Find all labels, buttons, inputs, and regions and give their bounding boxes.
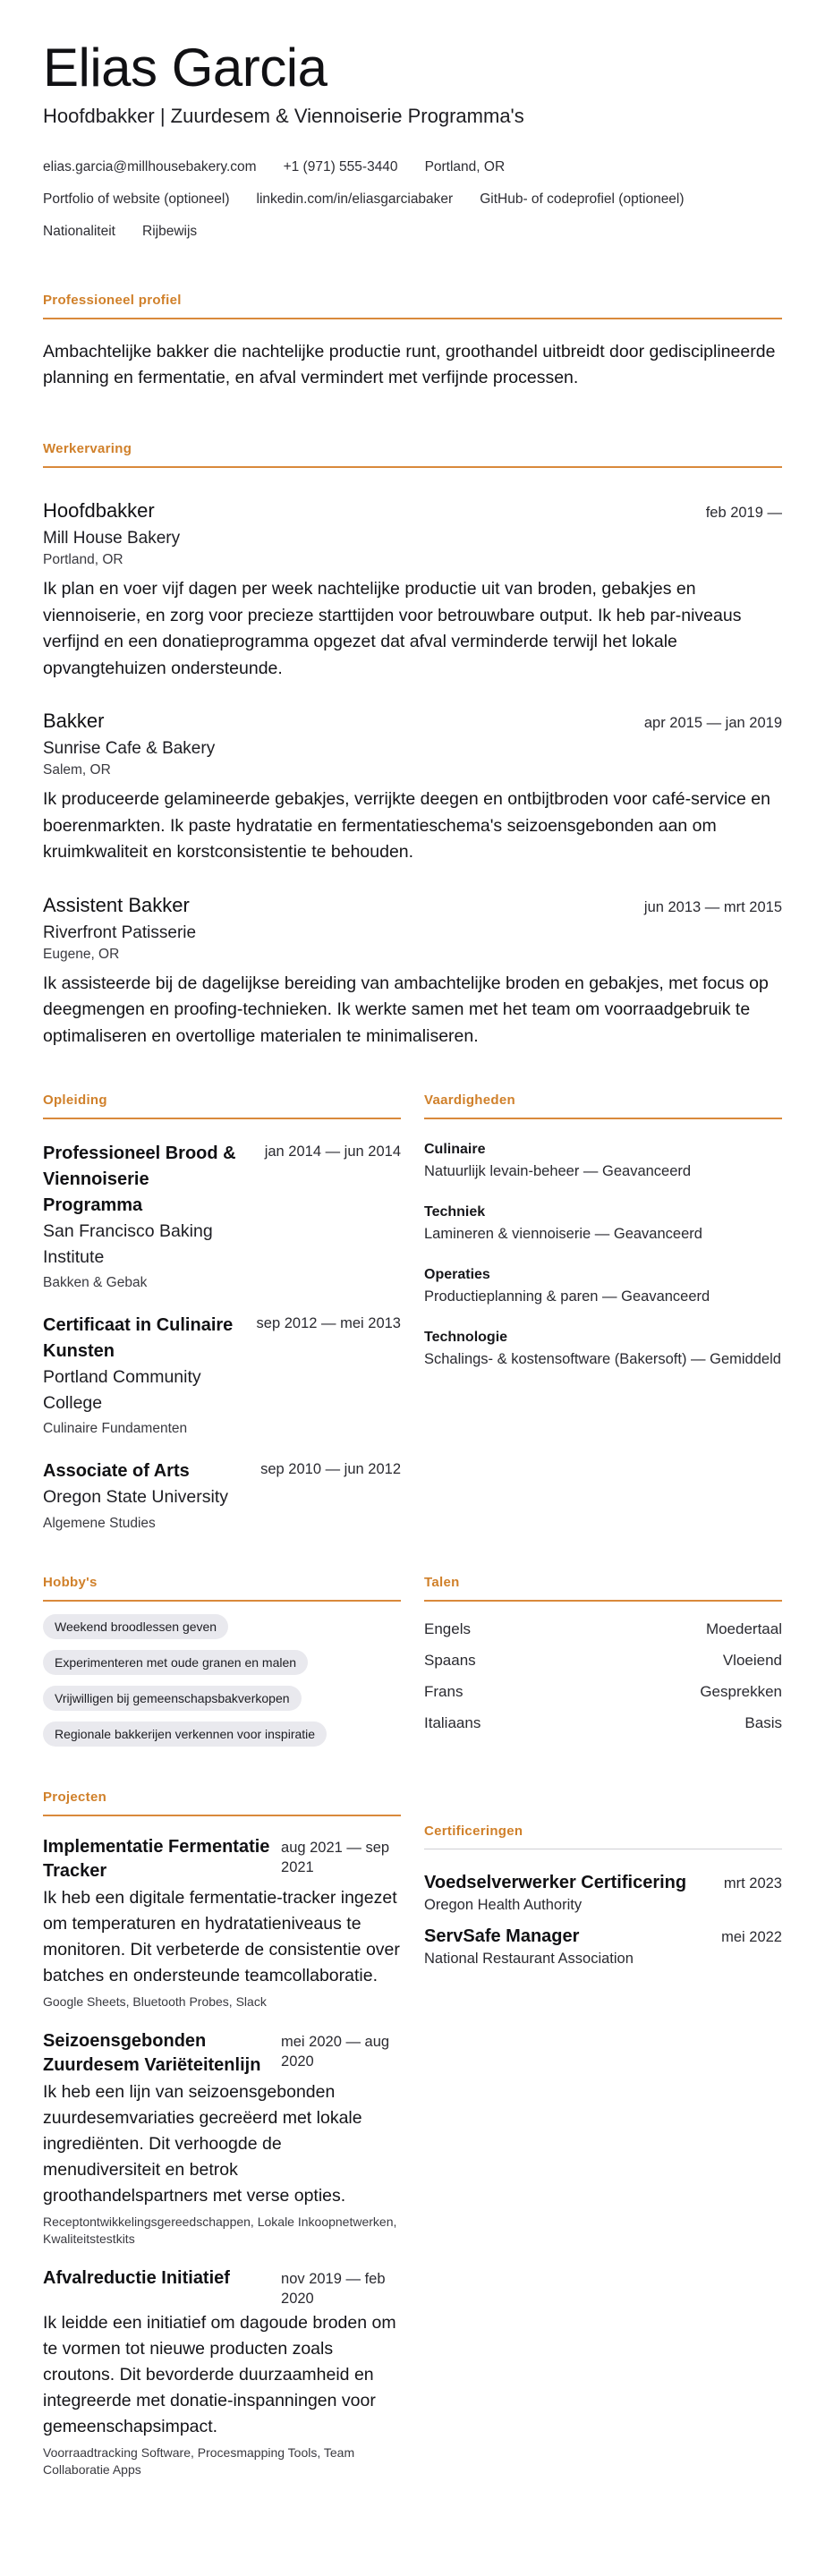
hobbies-section (43, 1575, 401, 1757)
job-location: Salem, OR (43, 762, 111, 778)
linkedin-link[interactable]: linkedin.com/in/eliasgarciabaker (256, 191, 454, 207)
study-field: Algemene Studies (43, 1515, 156, 1531)
hobbies-heading: Hobby's (43, 1575, 401, 1602)
candidate-title: Hoofdbakker | Zuurdesem & Viennoiserie Programma's (43, 105, 524, 127)
project-tech: Google Sheets, Bluetooth Probes, Slack (43, 1994, 267, 2009)
language-row (424, 1714, 782, 1732)
project-title: Afvalreductie Initiatief (43, 2267, 230, 2288)
certification-entry (424, 1925, 782, 1968)
language-name: Spaans (424, 1651, 476, 1669)
nationality-text: Nationaliteit (43, 224, 115, 239)
hobby-chips (43, 1614, 401, 1757)
language-level: Vloeiend (722, 1651, 782, 1669)
language-level: Moedertaal (705, 1620, 782, 1637)
education-section (43, 1092, 401, 1532)
languages-heading: Talen (424, 1575, 782, 1602)
job-entry (43, 709, 782, 866)
project-date: nov 2019 — feb 2020 (281, 2270, 386, 2307)
links-row (43, 191, 782, 208)
skill-detail: Lamineren & viennoiserie — Geavanceerd (424, 1226, 702, 1242)
job-entry (43, 893, 782, 1050)
skill-item (424, 1266, 782, 1307)
github-link[interactable]: GitHub- of codeprofiel (optioneel) (480, 191, 685, 207)
job-description: Ik assisteerde bij de dagelijkse bereiding van ambachtelijke broden en gebakjes, met focus op deegmengen en proofing-technieken. Ik werkte samen met het team om voorraadgebruik te optimaliseren en overtollige materialen te minimaliseren. (43, 973, 769, 1046)
study-field: Bakken & Gebak (43, 1275, 148, 1290)
job-entry (43, 498, 782, 682)
project-entry (43, 2029, 401, 2248)
profile-text: Ambachtelijke bakker die nachtelijke productie runt, groothandel uitbreidt door gedisciplineerde planning en fermentatie, en afval vermindert met verfijnde processen. (43, 342, 776, 387)
job-description: Ik plan en voer vijf dagen per week nachtelijke productie uit van broden, gebakjes en viennoiserie, en zorg voor precieze starttijden voor betrouwbare output. Ik heb par-niveaus verfijnd en een donatieprogramma opgezet dat afval verminderde terwijl het lokale opvangtehuizen ondersteunde. (43, 579, 742, 678)
project-description: Ik heb een digitale fermentatie-tracker ingezet om temperaturen en hydratatieniveaus te monitoren. Dit verbeterde de consistentie over batches en ondersteunde teamcollaboratie. (43, 1887, 400, 1985)
project-entry (43, 2266, 401, 2478)
education-heading: Opleiding (43, 1092, 401, 1119)
certification-date: mrt 2023 (723, 1875, 782, 1892)
portfolio-link[interactable]: Portfolio of website (optioneel) (43, 191, 230, 207)
skills-section (424, 1092, 782, 1532)
study-field: Culinaire Fundamenten (43, 1421, 188, 1436)
hobby-chip: Regionale bakkerijen verkennen voor inspiratie (43, 1722, 327, 1747)
language-name: Engels (424, 1620, 471, 1637)
hobby-chip: Weekend broodlessen geven (43, 1614, 228, 1639)
hobby-chip: Experimenteren met oude granen en malen (43, 1650, 308, 1675)
school-name: San Francisco Baking Institute (43, 1221, 213, 1267)
project-description: Ik heb een lijn van seizoensgebonden zuurdesemvariaties gecreëerd met lokale ingrediënten. Dit verhoogde de menudiversiteit en betrok groothandelspartners met verse opties. (43, 2081, 362, 2206)
skill-category: Culinaire (424, 1142, 486, 1157)
skills-heading: Vaardigheden (424, 1092, 782, 1119)
project-entry (43, 1835, 401, 2011)
project-date: aug 2021 — sep 2021 (281, 1839, 390, 1875)
skill-category: Technologie (424, 1330, 508, 1345)
certification-entry (424, 1871, 782, 1914)
experience-section (43, 441, 782, 1050)
job-description: Ik produceerde gelamineerde gebakjes, verrijkte deegen en ontbijtbroden voor café-service en boerenmarkten. Ik paste hydratatie en fermentatieschema's seizoensgebonden aan om kruimkwaliteit en korstconsistentie te behouden. (43, 789, 770, 862)
certification-name: Voedselverwerker Certificering (424, 1872, 687, 1892)
language-name: Frans (424, 1682, 464, 1700)
job-date: apr 2015 — jan 2019 (643, 715, 782, 731)
job-company: Mill House Bakery (43, 529, 181, 548)
project-title: Seizoensgebonden Zuurdesem Variëteitenlijn (43, 2030, 261, 2075)
degree-date: jan 2014 — jun 2014 (264, 1143, 401, 1160)
degree-title: Certificaat in Culinaire Kunsten (43, 1315, 234, 1361)
email-link[interactable]: elias.garcia@millhousebakery.com (43, 159, 257, 174)
personal-row (43, 223, 782, 241)
job-date: feb 2019 — (705, 505, 782, 521)
education-skills-row (43, 1092, 782, 1532)
skill-item (424, 1141, 782, 1182)
project-tech: Voorraadtracking Software, Procesmapping Tools, Team Collaboratie Apps (43, 2444, 355, 2477)
education-entry (43, 1141, 401, 1291)
job-title: Assistent Bakker (43, 893, 190, 916)
skill-detail: Natuurlijk levain-beheer — Geavanceerd (424, 1163, 692, 1179)
degree-title: Professioneel Brood & Viennoiserie Programma (43, 1143, 236, 1215)
languages-section (424, 1575, 782, 1757)
project-title: Implementatie Fermentatie Tracker (43, 1836, 270, 1881)
job-company: Sunrise Cafe & Bakery (43, 739, 216, 758)
job-location: Eugene, OR (43, 946, 120, 962)
projects-section (43, 1790, 401, 2478)
certifications-heading: Certificeringen (424, 1824, 782, 1849)
skill-detail: Schalings- & kostensoftware (Bakersoft) — Gemiddeld (424, 1351, 781, 1367)
profile-heading: Professioneel profiel (43, 293, 782, 319)
experience-heading: Werkervaring (43, 441, 782, 468)
job-title: Hoofdbakker (43, 499, 155, 522)
language-row (424, 1652, 782, 1670)
job-location: Portland, OR (43, 552, 123, 567)
hobby-chip: Vrijwilligen bij gemeenschapsbakverkopen (43, 1686, 302, 1711)
language-row (424, 1620, 782, 1638)
resume-header (43, 0, 782, 241)
skill-category: Operaties (424, 1267, 490, 1282)
project-tech: Receptontwikkelingsgereedschappen, Lokale Inkoopnetwerken, Kwaliteitstestkits (43, 2214, 397, 2246)
location-text: Portland, OR (424, 159, 506, 174)
language-row (424, 1683, 782, 1701)
job-company: Riverfront Patisserie (43, 922, 197, 942)
school-name: Oregon State University (43, 1487, 229, 1507)
skill-detail: Productieplanning & paren — Geavanceerd (424, 1288, 710, 1305)
degree-date: sep 2012 — mei 2013 (256, 1315, 401, 1331)
certification-name: ServSafe Manager (424, 1926, 580, 1946)
phone-link[interactable]: +1 (971) 555-3440 (283, 159, 398, 174)
certifications-section (424, 1790, 782, 2478)
certification-issuer: National Restaurant Association (424, 1950, 634, 1967)
projects-heading: Projecten (43, 1790, 401, 1816)
certification-issuer: Oregon Health Authority (424, 1896, 583, 1913)
job-date: jun 2013 — mrt 2015 (643, 898, 782, 915)
project-date: mei 2020 — aug 2020 (281, 2033, 390, 2070)
job-title: Bakker (43, 710, 105, 732)
skill-item (424, 1203, 782, 1245)
project-description: Ik leidde een initiatief om dagoude broden om te vormen tot nieuwe producten zoals croutons. Dit bevorderde duurzaamheid en integreerde met donatie-inspanningen voor gemeenschapsimpact. (43, 2312, 396, 2436)
certification-date: mei 2022 (721, 1928, 782, 1945)
language-level: Basis (744, 1713, 782, 1731)
skill-category: Techniek (424, 1204, 486, 1220)
language-level: Gesprekken (700, 1682, 782, 1700)
profile-section (43, 293, 782, 391)
degree-date: sep 2010 — jun 2012 (260, 1461, 401, 1477)
projects-certs-row (43, 1790, 782, 2478)
degree-title: Associate of Arts (43, 1461, 190, 1481)
candidate-name: Elias Garcia (43, 38, 327, 98)
license-text: Rijbewijs (142, 224, 198, 239)
language-name: Italiaans (424, 1713, 481, 1731)
contact-row (43, 158, 782, 176)
education-entry (43, 1458, 401, 1532)
education-entry (43, 1313, 401, 1437)
skill-item (424, 1329, 782, 1370)
hobbies-languages-row (43, 1575, 782, 1757)
school-name: Portland Community College (43, 1367, 201, 1413)
